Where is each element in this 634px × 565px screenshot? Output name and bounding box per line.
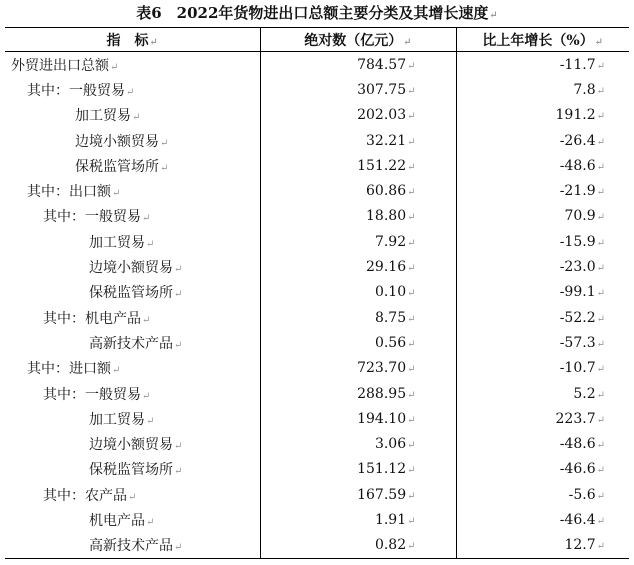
paragraph-mark: ↵ (126, 86, 135, 98)
row-growth-value: -15.9 (559, 233, 596, 250)
row-absolute-value-cell (260, 406, 456, 431)
row-label: 保税监管场所 (89, 462, 173, 479)
row-absolute-value: 0.10 (374, 284, 407, 301)
row-label-cell (5, 280, 260, 305)
row-label-cell (5, 153, 260, 178)
row-absolute-value: 307.75 (357, 81, 407, 98)
paragraph-mark: ↵ (596, 490, 605, 502)
row-growth-value: -10.7 (559, 360, 596, 377)
row-growth-value-cell (456, 330, 629, 355)
row-label-cell (5, 204, 260, 229)
row-absolute-value-cell (260, 128, 456, 153)
paragraph-mark: ↵ (407, 85, 416, 97)
paragraph-mark: ↵ (407, 288, 416, 300)
header-growth-text: 比上年增长（%） (482, 32, 594, 49)
table-row (5, 52, 629, 78)
header-indicator-text: 指 标 (106, 32, 149, 49)
header-growth (456, 28, 629, 52)
table-row (5, 482, 629, 507)
paragraph-mark: ↵ (596, 288, 605, 300)
row-label-cell (5, 507, 260, 532)
row-label-cell (5, 406, 260, 431)
row-absolute-value-cell (260, 457, 456, 482)
paragraph-mark: ↵ (596, 136, 605, 148)
row-label: 加工贸易 (89, 411, 145, 428)
row-label-cell (5, 52, 260, 78)
paragraph-mark: ↵ (407, 440, 416, 452)
row-growth-value-cell (456, 280, 629, 305)
row-label: 外贸进出口总额 (11, 57, 109, 74)
paragraph-mark: ↵ (407, 212, 416, 224)
row-growth-value-cell (456, 356, 629, 381)
row-growth-value: -57.3 (559, 334, 596, 351)
row-growth-value: 191.2 (555, 107, 596, 124)
row-label-cell (5, 533, 260, 559)
row-absolute-value-cell (260, 254, 456, 279)
paragraph-mark: ↵ (110, 61, 119, 73)
paragraph-mark: ↵ (596, 414, 605, 426)
table-row (5, 178, 629, 203)
row-absolute-value: 1.91 (374, 511, 407, 528)
paragraph-mark: ↵ (149, 36, 158, 48)
header-absolute-text: 绝对数（亿元） (304, 32, 403, 49)
row-label-cell (5, 381, 260, 406)
row-growth-value-cell (456, 406, 629, 431)
paragraph-mark: ↵ (174, 542, 183, 554)
row-label-cell (5, 178, 260, 203)
row-label: 保税监管场所 (75, 158, 159, 175)
paragraph-mark: ↵ (596, 187, 605, 199)
row-absolute-value: 723.70 (357, 360, 407, 377)
row-growth-value: 12.7 (564, 537, 596, 554)
table-row (5, 356, 629, 381)
row-label: 其中：一般贸易 (43, 209, 141, 226)
paragraph-mark: ↵ (596, 263, 605, 275)
paragraph-mark: ↵ (174, 264, 183, 276)
paragraph-mark: ↵ (160, 162, 169, 174)
row-growth-value: -23.0 (559, 259, 596, 276)
paragraph-mark: ↵ (142, 390, 151, 402)
paragraph-mark: ↵ (112, 365, 121, 377)
paragraph-mark: ↵ (407, 111, 416, 123)
paragraph-mark: ↵ (142, 314, 151, 326)
paragraph-mark: ↵ (407, 60, 416, 72)
row-absolute-value-cell (260, 381, 456, 406)
row-growth-value: -99.1 (559, 284, 596, 301)
row-absolute-value-cell (260, 77, 456, 102)
row-growth-value: 70.9 (564, 208, 596, 225)
table-row (5, 153, 629, 178)
row-absolute-value: 3.06 (374, 436, 407, 453)
paragraph-mark: ↵ (174, 466, 183, 478)
row-absolute-value: 60.86 (366, 183, 407, 200)
row-growth-value: -46.4 (559, 511, 596, 528)
row-growth-value: -52.2 (559, 309, 596, 326)
row-absolute-value: 18.80 (366, 208, 407, 225)
paragraph-mark: ↵ (596, 338, 605, 350)
table-row (5, 457, 629, 482)
row-label: 高新技术产品 (89, 335, 173, 352)
row-growth-value: -21.9 (559, 183, 596, 200)
row-growth-value-cell (456, 254, 629, 279)
paragraph-mark: ↵ (174, 339, 183, 351)
row-growth-value-cell (456, 431, 629, 456)
paragraph-mark: ↵ (407, 313, 416, 325)
table-row (5, 280, 629, 305)
row-label: 加工贸易 (75, 108, 131, 125)
row-absolute-value-cell (260, 229, 456, 254)
row-label: 边境小额贸易 (89, 260, 173, 277)
row-label-cell (5, 457, 260, 482)
paragraph-mark: ↵ (596, 541, 605, 553)
table-title-text: 表6 2022年货物进出口总额主要分类及其增长速度 (136, 4, 489, 22)
paragraph-mark: ↵ (112, 188, 121, 200)
row-growth-value-cell (456, 507, 629, 532)
row-growth-value-cell (456, 178, 629, 203)
header-absolute (260, 28, 456, 52)
table-row (5, 507, 629, 532)
row-absolute-value: 29.16 (366, 259, 407, 276)
row-growth-value-cell (456, 381, 629, 406)
paragraph-mark: ↵ (174, 441, 183, 453)
row-label: 其中：机电产品 (43, 310, 141, 327)
row-growth-value: -5.6 (568, 486, 596, 503)
paragraph-mark: ↵ (174, 289, 183, 301)
row-label: 其中：进口额 (27, 361, 111, 378)
row-absolute-value-cell (260, 533, 456, 559)
row-absolute-value: 0.82 (374, 537, 407, 554)
row-label: 边境小额贸易 (89, 437, 173, 454)
table-row (5, 77, 629, 102)
paragraph-mark: ↵ (596, 440, 605, 452)
paragraph-mark: ↵ (596, 364, 605, 376)
row-growth-value-cell (456, 204, 629, 229)
row-growth-value-cell (456, 128, 629, 153)
row-label-cell (5, 330, 260, 355)
row-absolute-value-cell (260, 103, 456, 128)
row-growth-value: -26.4 (559, 132, 596, 149)
row-label: 其中：一般贸易 (27, 82, 125, 99)
table-row (5, 406, 629, 431)
paragraph-mark: ↵ (407, 338, 416, 350)
row-absolute-value-cell (260, 507, 456, 532)
table-row (5, 204, 629, 229)
row-absolute-value-cell (260, 52, 456, 78)
row-label: 其中：一般贸易 (43, 386, 141, 403)
row-growth-value-cell (456, 229, 629, 254)
paragraph-mark: ↵ (596, 60, 605, 72)
row-label: 加工贸易 (89, 234, 145, 251)
row-absolute-value: 194.10 (357, 410, 407, 427)
paragraph-mark: ↵ (403, 36, 412, 48)
row-absolute-value: 288.95 (357, 385, 407, 402)
table-row (5, 533, 629, 559)
paragraph-mark: ↵ (489, 10, 498, 21)
paragraph-mark: ↵ (596, 161, 605, 173)
row-label-cell (5, 482, 260, 507)
row-absolute-value-cell (260, 305, 456, 330)
row-label-cell (5, 128, 260, 153)
table-row (5, 103, 629, 128)
row-absolute-value-cell (260, 356, 456, 381)
table-row (5, 305, 629, 330)
header-row (5, 28, 629, 52)
paragraph-mark: ↵ (407, 136, 416, 148)
table-row (5, 229, 629, 254)
paragraph-mark: ↵ (596, 313, 605, 325)
table-row (5, 431, 629, 456)
paragraph-mark: ↵ (407, 389, 416, 401)
paragraph-mark: ↵ (407, 490, 416, 502)
paragraph-mark: ↵ (128, 491, 137, 503)
row-growth-value: 7.8 (573, 81, 596, 98)
row-growth-value: 223.7 (555, 410, 596, 427)
row-growth-value-cell (456, 305, 629, 330)
row-growth-value: -48.6 (559, 436, 596, 453)
row-growth-value-cell (456, 153, 629, 178)
row-absolute-value-cell (260, 482, 456, 507)
row-absolute-value-cell (260, 178, 456, 203)
row-absolute-value-cell (260, 280, 456, 305)
paragraph-mark: ↵ (407, 187, 416, 199)
row-growth-value: -46.6 (559, 461, 596, 478)
table-row (5, 381, 629, 406)
row-growth-value-cell (456, 77, 629, 102)
row-absolute-value: 167.59 (357, 486, 407, 503)
row-label-cell (5, 77, 260, 102)
row-absolute-value: 202.03 (357, 107, 407, 124)
paragraph-mark: ↵ (146, 238, 155, 250)
paragraph-mark: ↵ (407, 161, 416, 173)
row-label-cell (5, 254, 260, 279)
paragraph-mark: ↵ (594, 36, 604, 48)
row-absolute-value: 8.75 (374, 309, 407, 326)
table-header (5, 28, 629, 52)
paragraph-mark: ↵ (596, 111, 605, 123)
paragraph-mark: ↵ (407, 465, 416, 477)
paragraph-mark: ↵ (407, 515, 416, 527)
row-absolute-value: 0.56 (374, 334, 407, 351)
paragraph-mark: ↵ (596, 212, 605, 224)
row-growth-value-cell (456, 457, 629, 482)
paragraph-mark: ↵ (596, 389, 605, 401)
row-growth-value-cell (456, 52, 629, 78)
row-absolute-value: 151.12 (357, 461, 407, 478)
row-growth-value: 5.2 (573, 385, 596, 402)
paragraph-mark: ↵ (142, 213, 151, 225)
table-row (5, 254, 629, 279)
row-absolute-value-cell (260, 431, 456, 456)
row-absolute-value: 784.57 (357, 56, 407, 73)
row-label-cell (5, 356, 260, 381)
header-indicator (5, 28, 260, 52)
paragraph-mark: ↵ (596, 465, 605, 477)
table-row (5, 128, 629, 153)
paragraph-mark: ↵ (160, 137, 169, 149)
paragraph-mark: ↵ (407, 541, 416, 553)
paragraph-mark: ↵ (146, 516, 155, 528)
table-title (0, 2, 634, 24)
row-absolute-value: 32.21 (366, 132, 407, 149)
row-label-cell (5, 103, 260, 128)
paragraph-mark: ↵ (596, 515, 605, 527)
row-label-cell (5, 229, 260, 254)
row-label: 其中：出口额 (27, 184, 111, 201)
row-label: 机电产品 (89, 512, 145, 529)
row-growth-value-cell (456, 533, 629, 559)
row-growth-value: -48.6 (559, 157, 596, 174)
paragraph-mark: ↵ (407, 237, 416, 249)
row-absolute-value-cell (260, 330, 456, 355)
paragraph-mark: ↵ (407, 364, 416, 376)
row-growth-value-cell (456, 103, 629, 128)
row-growth-value: -11.7 (559, 56, 596, 73)
table-row (5, 330, 629, 355)
paragraph-mark: ↵ (132, 112, 141, 124)
row-absolute-value-cell (260, 153, 456, 178)
row-absolute-value: 7.92 (374, 233, 407, 250)
paragraph-mark: ↵ (146, 415, 155, 427)
table-body (5, 52, 629, 559)
row-absolute-value-cell (260, 204, 456, 229)
paragraph-mark: ↵ (596, 237, 605, 249)
row-label-cell (5, 431, 260, 456)
trade-table (5, 27, 629, 559)
row-label: 保税监管场所 (89, 285, 173, 302)
paragraph-mark: ↵ (407, 263, 416, 275)
row-label: 边境小额贸易 (75, 133, 159, 150)
row-label: 其中：农产品 (43, 487, 127, 504)
row-growth-value-cell (456, 482, 629, 507)
row-label: 高新技术产品 (89, 538, 173, 555)
row-absolute-value: 151.22 (357, 157, 407, 174)
paragraph-mark: ↵ (407, 414, 416, 426)
row-label-cell (5, 305, 260, 330)
paragraph-mark: ↵ (596, 85, 605, 97)
